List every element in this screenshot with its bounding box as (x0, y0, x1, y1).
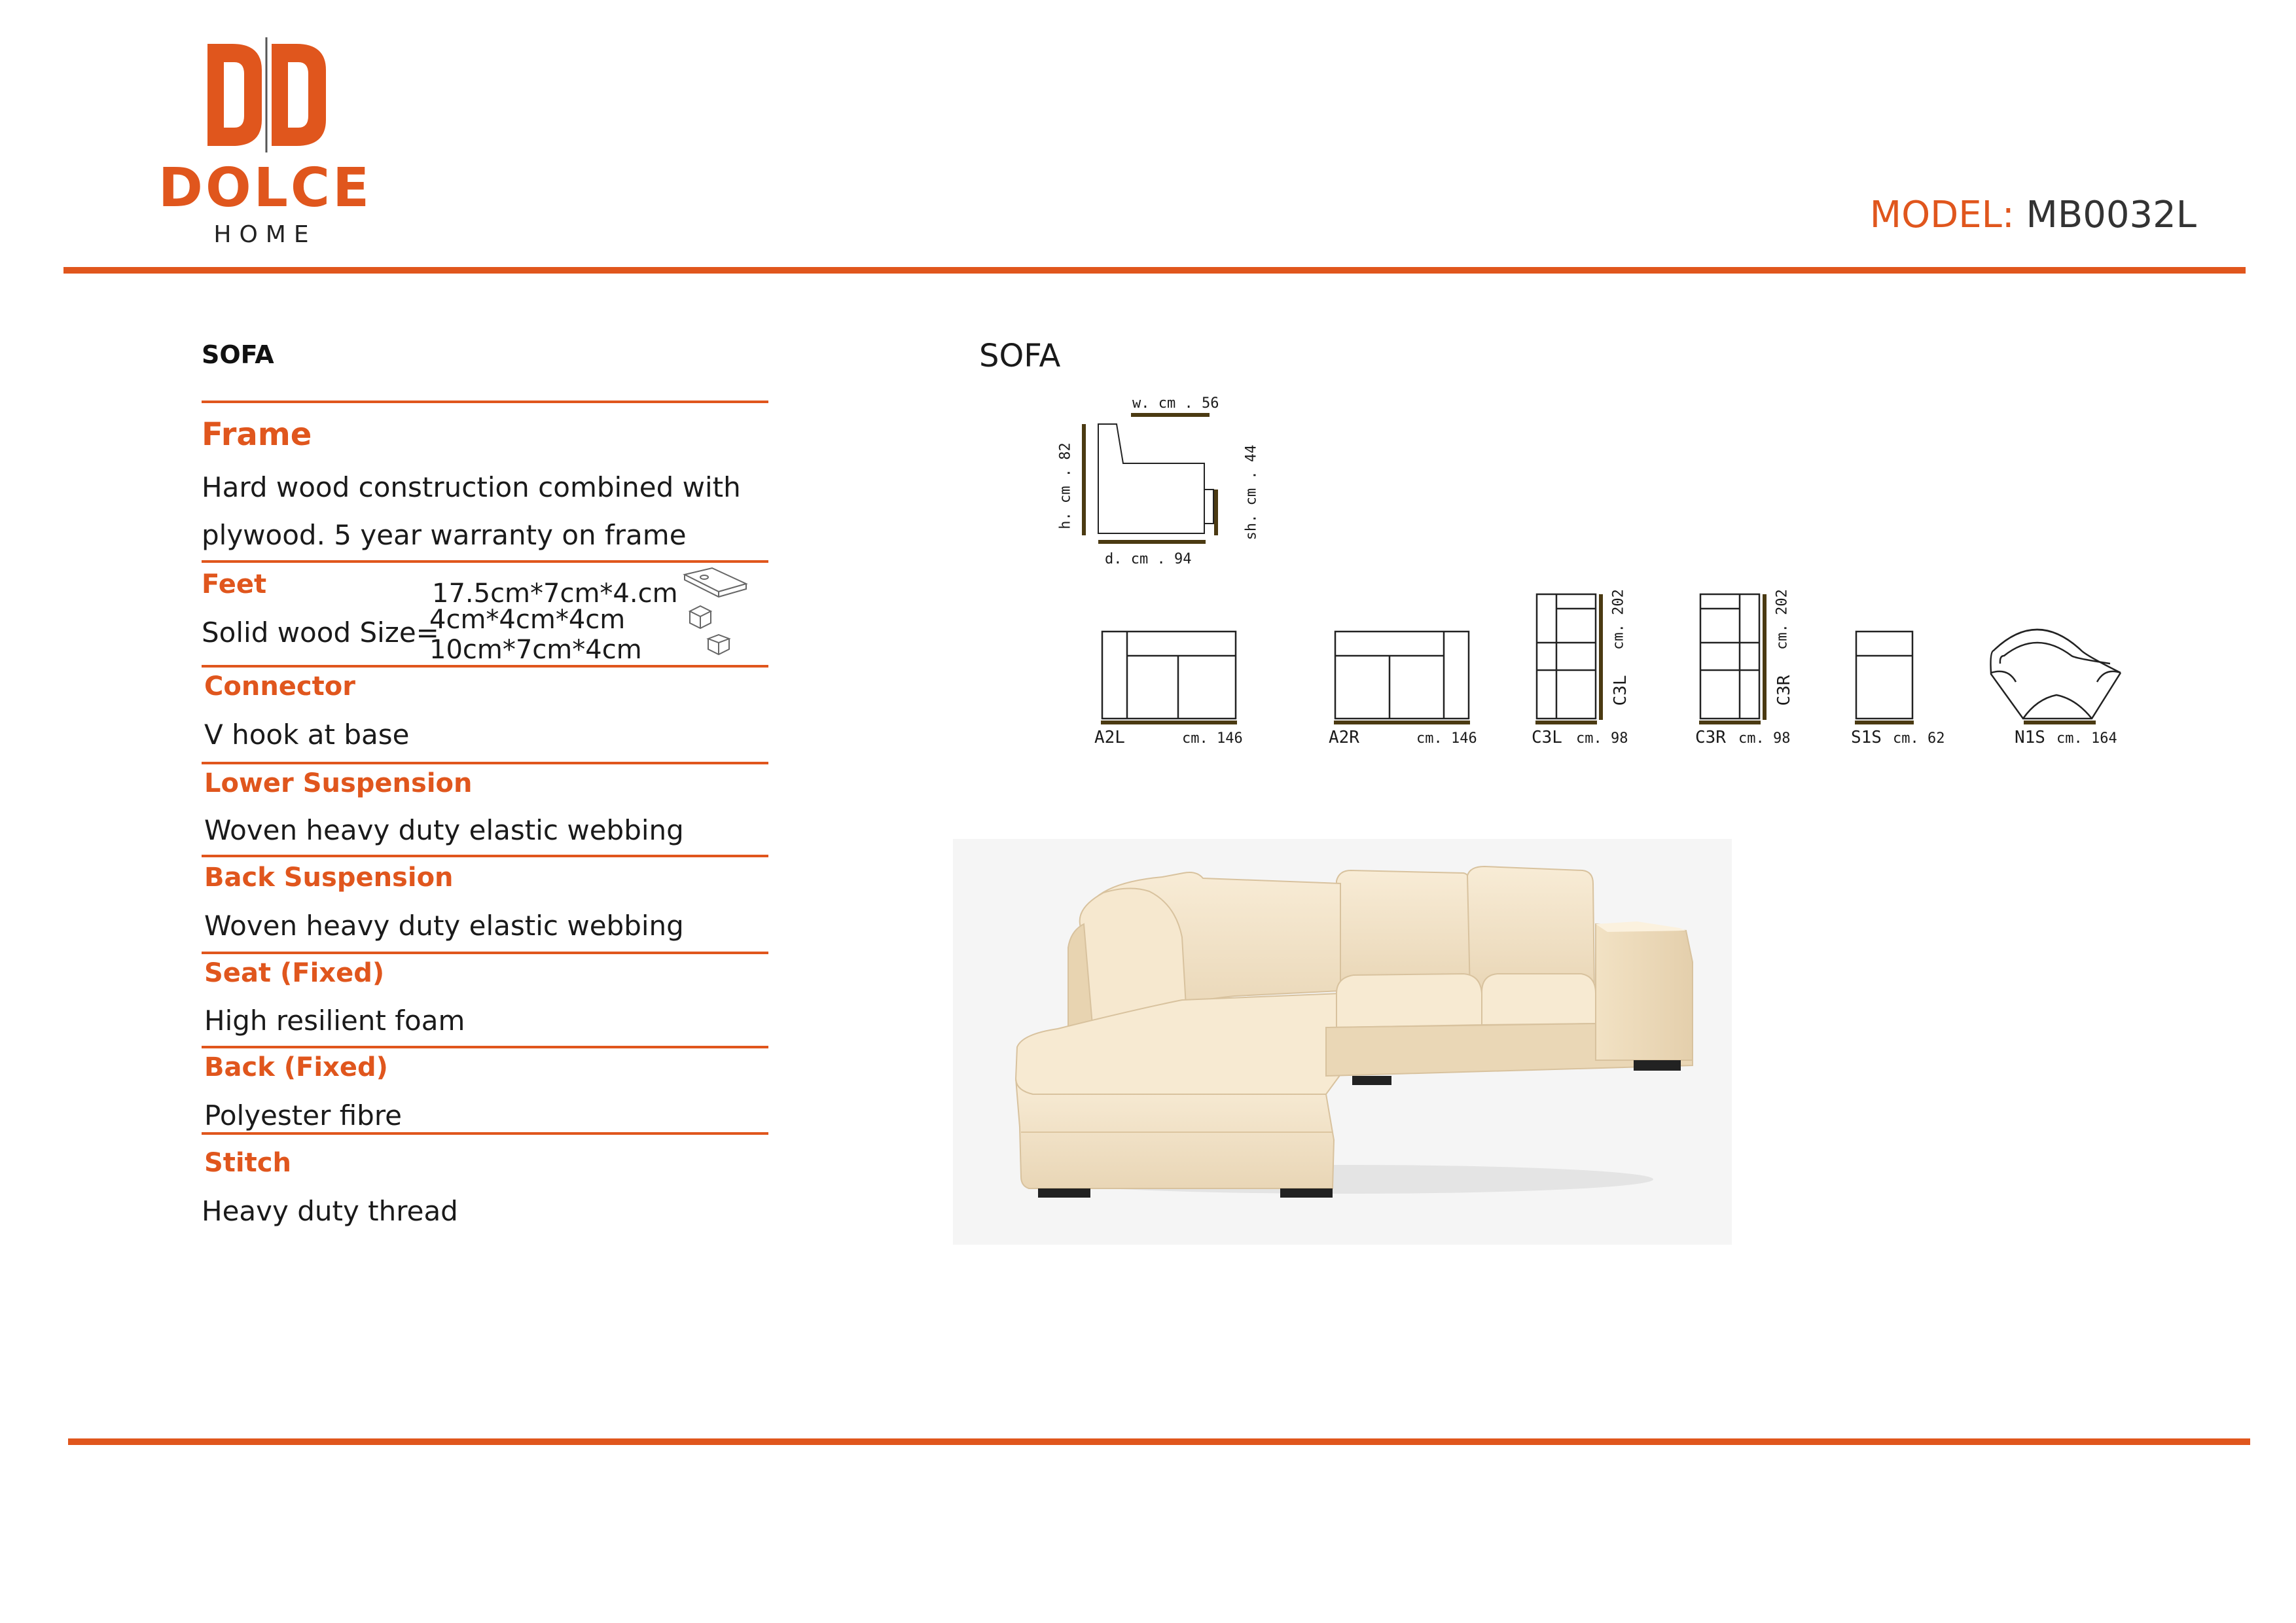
module-s1s-sketch (1856, 632, 1912, 719)
module-n1s-size: cm. 164 (2056, 730, 2117, 747)
spec-back-suspension-text: Woven heavy duty elastic webbing (204, 910, 684, 942)
header-divider (63, 267, 2246, 274)
spec-feet-label: Solid wood Size= (202, 616, 439, 649)
module-c3l-vertical-code: C3L (1611, 675, 1630, 706)
spec-divider (202, 401, 768, 403)
spec-divider (202, 560, 768, 563)
model-label: MODEL: (1869, 194, 2015, 236)
model-heading (1870, 194, 2197, 236)
model-code: MB0032L (2026, 194, 2197, 236)
side-width-label: w. cm . 56 (1132, 395, 1219, 412)
side-seat-height-label: sh. cm . 44 (1243, 444, 1260, 541)
spec-lower-suspension-title: Lower Suspension (204, 768, 473, 798)
spec-feet-size-2: 4cm*4cm*4cm (429, 605, 626, 635)
spec-feet-title: Feet (202, 569, 267, 599)
module-c3r-sketch (1700, 594, 1759, 719)
spec-divider (202, 665, 768, 668)
sectional-sofa-illustration (953, 839, 1732, 1245)
spec-back-suspension-title: Back Suspension (204, 863, 454, 893)
spec-seat-text: High resilient foam (204, 1005, 465, 1037)
module-c3l-label: C3L (1532, 728, 1562, 747)
module-n1s-sketch (1991, 630, 2121, 719)
side-depth-label: d. cm . 94 (1105, 551, 1192, 567)
module-n1s-label: N1S (2015, 728, 2045, 747)
module-a2l-sketch (1102, 632, 1236, 719)
module-c3r-label: C3R (1695, 728, 1726, 747)
module-c3r-vertical-code: C3R (1774, 675, 1794, 706)
module-s1s-size: cm. 62 (1893, 730, 1945, 747)
spec-feet-size-3: 10cm*7cm*4cm (429, 635, 642, 665)
spec-back-text: Polyester fibre (204, 1099, 402, 1132)
spec-divider (202, 1046, 768, 1048)
brand-subtitle: HOME (213, 221, 317, 248)
module-a2r-sketch (1335, 632, 1469, 719)
module-c3l-size: cm. 98 (1576, 730, 1628, 747)
feet-sketch-icon (681, 564, 753, 662)
spec-lower-suspension-text: Woven heavy duty elastic webbing (204, 814, 684, 846)
spec-back-title: Back (Fixed) (204, 1052, 388, 1082)
spec-frame-line2: plywood. 5 year warranty on frame (202, 519, 687, 551)
product-title: SOFA (202, 340, 274, 369)
spec-stitch-text: Heavy duty thread (202, 1195, 458, 1227)
module-c3r-size: cm. 98 (1738, 730, 1791, 747)
product-photo (953, 839, 1732, 1245)
spec-connector-text: V hook at base (204, 719, 410, 751)
module-s1s-label: S1S (1851, 728, 1882, 747)
spec-stitch-title: Stitch (204, 1148, 291, 1178)
spec-feet-size-1: 17.5cm*7cm*4.cm (432, 579, 678, 609)
module-c3l-depth: cm. 202 (1610, 589, 1627, 650)
spec-frame-title: Frame (202, 416, 312, 453)
module-c3r-depth: cm. 202 (1774, 589, 1791, 650)
module-a2r-label: A2R (1329, 728, 1359, 747)
spec-frame-line1: Hard wood construction combined with (202, 471, 741, 503)
spec-divider (202, 952, 768, 954)
spec-divider (202, 762, 768, 764)
side-height-label: h. cm . 82 (1057, 442, 1074, 529)
spec-divider (202, 855, 768, 857)
spec-divider (202, 1132, 768, 1135)
diagram-title: SOFA (979, 338, 1061, 374)
module-a2l-label: A2L (1094, 728, 1125, 747)
brand-name: DOLCE (158, 157, 372, 219)
brand-logo (147, 36, 383, 252)
spec-connector-title: Connector (204, 671, 355, 702)
footer-divider (68, 1438, 2250, 1445)
module-a2r-size: cm. 146 (1416, 730, 1477, 747)
module-c3l-sketch (1537, 594, 1596, 719)
dd-monogram-icon (147, 36, 383, 160)
spec-seat-title: Seat (Fixed) (204, 958, 385, 988)
module-a2l-size: cm. 146 (1182, 730, 1243, 747)
